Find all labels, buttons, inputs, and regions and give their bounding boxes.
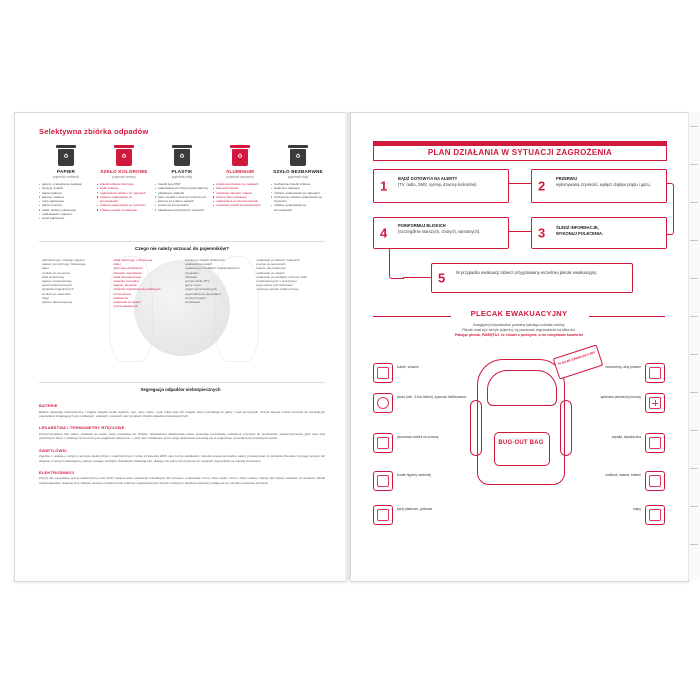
hazard-text: Zużyty lub niesprawny sprzęt elektroniczny oraz AGD zawiera wiele substancji szkodliwych dla zdrowia i środowiska: freon, ołów, kadm, chrom, nikiel, azbest. Sprzęt taki należy oddawać do punktów zbiórki elektroodpadów, sklepów przy zakupie nowego urządzenia lub podczas organizowanych zbiórek mobilnych. Niektóre elementy nadają się do odzysku surowców wtórnych. [39,476,325,485]
forbidden-column [111,258,183,308]
hazard-title: BATERIE [39,403,58,408]
forbidden-item: luster [113,262,121,267]
forbidden-item: opakowań po olejach [256,270,285,275]
backpack-section-title: PLECAK EWAKUACYJNY [470,309,568,318]
forbidden-item: termometrów [113,291,132,296]
hazard-block [39,425,325,440]
hazard-block [39,470,325,485]
bug-out-bag-label: BUG-OUT BAG [498,440,544,446]
bin-item: worki papierowe [39,216,93,220]
backpack-diagram [373,345,665,535]
bin-item: bezbarwne szklane opakowania po żywności [271,195,325,204]
step-main: PRZERWIJ [556,176,578,181]
bin-item: puszki po konserwach [155,203,209,207]
kit-item-label: zapałki, zapalniczka [611,435,641,439]
kit-item-clothes [373,433,481,453]
forbidden-item: opakowań po farbach i lakierach [256,258,300,262]
backpack-lead [391,323,647,338]
kit-item-wallet [373,505,481,525]
backpack-illustration [477,359,565,485]
forbidden-columns [39,258,325,308]
bin-item-list [271,182,325,212]
backpack-lead-line-3: Pakując plecak, PAMIĘTAJ, że chodzi o przeżycie, a nie utrzymanie komfortu! [454,333,584,337]
forbidden-item: butelek po olejach silnikowych [185,258,226,262]
segregation-caption: Segregacja odpadów niebezpiecznych [140,387,221,392]
firstaid-icon [645,393,665,413]
bin-icon [230,145,250,167]
kit-item-label: woda (min. 3 l/os./dzień), żywność liofilizowana [397,395,466,399]
step-sub: WYKONUJ POLECENIA. [556,230,604,236]
recycle-icon: ♻ [121,154,127,160]
forbidden-item: zdjęć [42,295,50,300]
kit-item-map [557,505,665,525]
bin-item: szklane opakowania po żywności [97,203,151,207]
backpack-flap [487,370,557,406]
step-sub: (szczególnie starszych, chorych, samotnych). [398,228,481,234]
bin-item: butelki typu PET [155,182,209,186]
forbidden-item: metali łączonych z tworzywem [256,279,297,284]
forbidden-item: zabrudzonego i tłustego papieru [42,258,85,262]
forbidden-item: opakowań po lekach [113,300,141,305]
bin-column-papier [39,145,93,221]
hygiene-icon [373,471,393,491]
backpack-tag-text: PLECAK EWAKUACYJNY [557,350,596,367]
forbidden-item: styropianu [185,270,199,275]
right-page [350,112,689,582]
step-text [556,176,660,187]
forbidden-item: szyb samochodowych [113,266,143,271]
bin-item: metalowe puszki po konserwach [213,203,267,207]
forbidden-column [182,258,254,308]
step-sub: wykonywaną czynność, wyłącz dopływ prądu i gazu. [556,181,651,187]
forbidden-item: fajansu, doniczek [113,283,137,288]
kit-item-firstaid [557,393,665,413]
bin-item: słoiki bez nakrętek [271,186,325,190]
bin-column-aluminium [213,145,267,221]
step-4 [373,217,509,249]
header-accent-bar [374,142,666,146]
forbidden-item: papieru lakierowanego [42,300,73,305]
cup-icon [373,363,393,383]
step-text [456,270,626,276]
bin-item: drobny złom metalowy [213,195,267,199]
bin-column-szklo-bezbarwne [271,145,325,221]
forbidden-item: żarówek i świetlówek [113,270,142,275]
bin-item: bezbarwne butelki szklane [271,182,325,186]
kit-item-flashlight [557,471,665,491]
bin-item: kartony i tektura [39,195,93,199]
forbidden-item: ceramiki, porcelany [113,279,140,284]
bin-item: gazety, czasopisma, katalogi [39,182,93,186]
bin-icon [288,145,308,167]
bin-item-list [97,182,151,212]
forbidden-item: kalki technicznej [42,274,64,279]
forbidden-item: szkła okiennego i zbrojonego [113,258,153,262]
forbidden-item: worków po cemencie [42,270,71,275]
bin-subtitle: pojemnik niebieski [52,175,80,179]
bin-item: papier biurowy [39,203,93,207]
forbidden-item: worków po nawozach [42,291,71,296]
step-2 [531,169,667,203]
bin-icon [56,145,76,167]
step-number: 4 [380,225,388,241]
bin-item: opakowania szklane po napojach [97,191,151,195]
step-sub: (TV, radio, SMS, syreny, dzwony kościelne) [398,181,477,187]
hazard-title: LEKARSTWA I TERMOMETRY RTĘCIOWE [39,425,125,431]
forbidden-item: szkła żaroodpornego [113,274,142,279]
bin-column-szklo-kolorowe [97,145,151,221]
kit-item-label: multitool, latarka, baterie [605,473,641,477]
bin-item: słoiki szklane [97,186,151,190]
recycle-icon: ♻ [63,154,69,160]
connector-4-5-tail [403,277,431,278]
step-text [556,225,660,236]
step-main: POINFORMUJ BLISKICH [398,223,446,228]
bin-item: szklane butelki po alkoholu [97,208,151,212]
hazard-block [39,403,325,418]
forbidden-item: części samochodowych [185,287,217,292]
step-number: 5 [438,270,446,286]
step-sub: W przypadku ewakuacji zabierz przygotowany wcześniej plecak ewakuacyjny. [456,270,597,275]
left-page [14,112,347,582]
kit-item-label: środki higieny osobistej [397,473,432,477]
bin-item: plastikowe koszyczki po owocach [155,208,209,212]
waste-bins-row [39,145,325,221]
bin-subtitle: pojemnik żółty [171,175,193,179]
recycle-icon: ♻ [237,154,243,160]
bin-item-list [155,182,209,212]
forbidden-item: zabawek [185,274,197,279]
connector-3-4 [507,231,531,232]
hazard-text: Przeterminowane leki należy oddawać do aptek, które prowadzą ich zbiórkę. Niewłaściwe składowanie leków powoduje przenikanie substancji czynnych do środowiska, zanieczyszczenie gleb oraz wód gruntowych. Rtęć z rozbitego termometru jest wyjątkowo toksyczna — pary rtęci wchłaniane przez drogi oddechowe kumulują się w organizmie i prowadzą do poważnych zatruć. [39,431,325,441]
step-number: 1 [380,178,388,194]
forbidden-item: gumy i opon [185,283,202,288]
step-number: 2 [538,178,546,194]
hazard-title: ELEKTROŚMIECI [39,469,75,475]
forbidden-item: zużytych baterii [185,295,206,300]
hazard-title: ŚWIETLÓWKI [39,447,67,453]
bin-column-plastik [155,145,209,221]
step-5 [431,263,633,293]
bin-item: puszki aluminiowe po napojach [213,182,267,186]
bin-item: zeszyty, książki [39,186,93,190]
bin-item: folia aluminiowa [213,186,267,190]
forbidden-item: zużytego sprzętu elektrycznego [256,287,299,292]
step-number: 3 [538,225,546,241]
forbidden-item: tapet [42,266,49,271]
bin-item: kartony po mleku i sokach [155,199,209,203]
page-title-left: Selektywna zbiórka odpadów [39,127,149,136]
bin-item: szklane opakowania po napojach [271,191,325,195]
bin-item: opakowania po chemii gospodarczej [155,186,209,190]
bin-subtitle: pojemnik biały [287,175,309,179]
bin-subtitle: pojemnik czerwony [226,175,254,179]
forbidden-item: reflektorów [113,295,129,300]
wallet-icon [373,505,393,525]
kit-item-label: karty płatnicze, gotówka [397,507,433,511]
step-3 [531,217,667,249]
forbidden-item: opakowań po lekach [185,262,213,267]
step-text [398,176,502,187]
bin-name: ALUMINIUM [225,169,255,174]
forbidden-item: pojemników pod ciśnieniem [256,283,294,288]
backpack-lead-line-2: Plecak musi być na tyle pojemny, by pomieścić wyposażenie na kilka dni. [462,328,576,332]
bin-item: opakowania z papieru [39,212,93,216]
backpack-pocket [494,432,550,466]
hazard-text: Baterie zawierają niebezpieczne i trujące związki metali ciężkich: rtęć, ołów, kadm, cynk, nikiel oraz ich związki, które przenikają do gleby i wód gruntowych. Zużyte baterie można wrzucać do specjalnych pojemników znajdujących się w sklepach, szkołach, urzędach oraz punktach zbiórki odpadów niebezpiecznych. [39,409,325,418]
kit-item-matches [557,433,665,453]
bin-item-list [213,182,267,208]
kit-item-hygiene [373,471,481,491]
bin-item: plastikowe zakrętki [155,191,209,195]
matches-icon [645,433,665,453]
map-icon [645,505,665,525]
ruler-strip [688,112,700,580]
forbidden-items-section [39,241,325,383]
bin-item-list [39,182,93,221]
bin-icon [172,145,192,167]
forbidden-item: baterii i akumulatorów [256,266,286,271]
bin-item: papier pakowy [39,191,93,195]
flashlight-icon [645,471,665,491]
forbidden-heading: Czego nie należy wrzucać do pojemników? [135,246,229,251]
documents-icon [645,363,665,383]
header-title: PLAN DZIAŁANIA W SYTUACJI ZAGROŻENIA [427,148,613,157]
kit-item-cup [373,363,481,383]
forbidden-item: pieluch jednorazowych [42,283,73,288]
kit-item-label: apteczka pierwszej pomocy [600,395,641,399]
forbidden-item: pojemników po aerozolach [185,291,221,296]
emergency-plan-header [373,141,667,161]
bin-name: PLASTIK [171,169,193,174]
bin-name: SZKŁO BEZBARWNE [273,169,323,174]
bin-item: szklane opakowania po kosmetykach [97,195,151,204]
kit-item-label: kubek, sztućce [397,365,419,369]
kit-item-label: mapy [632,507,641,511]
bin-name: PAPIER [57,169,75,174]
kit-item-label: sezonowa odzież na zmianę [397,435,439,439]
bin-item: szklane opakowania po kosmetykach [271,203,325,212]
hazardous-waste-section [39,403,325,492]
kit-item-label: dokumenty, akty prawne [605,365,641,369]
forbidden-item: szklanek i kieliszków kryształowych [113,287,161,292]
steps-flow [373,169,665,295]
step-text [398,223,502,234]
bin-item: ulotki, foldery reklamowe [39,208,93,212]
clothes-icon [373,433,393,453]
forbidden-column [39,258,111,308]
water-icon [373,393,393,413]
bin-subtitle: pojemnik zielony [112,175,136,179]
step-main: BĄDŹ GOTOWY/A NA ALERTY [398,176,458,181]
bin-icon [114,145,134,167]
bin-item: butelki szklane kolorowe [97,182,151,186]
bin-item: folie i torebki z tworzyw sztucznych [155,195,209,199]
forbidden-item: strzykawek [185,300,200,305]
forbidden-item: opakowań po środkach ochrony roślin [256,274,307,279]
backpack-lead-line-1: Uwzględnij indywidualne potrzeby każdego członka rodziny. [472,323,566,327]
forbidden-item: sprzętu AGD, RTV [185,279,210,284]
bin-name: SZKŁO KOLOROWE [100,169,148,174]
recycle-icon: ♻ [295,154,301,160]
hazard-text: Zgodnie z ustawą o zużytym sprzęcie elektrycznym i elektronicznym z dnia 14 kwietnia 2005 roku zużyte świetlówki i żarówki energooszczędne należy przekazywać do punktów zbierania zużytego sprzętu lub sklepów, w których dokonujemy zakupu nowego produktu. Świetlówki zawierają rtęć, dlatego nie wolno ich wyrzucać do zwykłych pojemników na odpady zmieszane. [39,454,325,463]
hazard-block [39,448,325,463]
forbidden-item: papieru woskowanego [42,279,72,284]
bin-item: torby papierowe [39,199,93,203]
kit-item-documents [557,363,665,383]
bin-item: opakowania po dezodorantach [213,199,267,203]
forbidden-item: szyb budowlanych [113,304,139,309]
step-1 [373,169,509,203]
step-main: ŚLEDŹ INFORMACJE, [556,225,599,230]
forbidden-item: artykułów higienicznych [42,287,74,292]
forbidden-item: puszek po aerozolach [256,262,286,267]
bin-item: metalowe zakrętki i kapsle [213,191,267,195]
forbidden-item: papieru termicznego i faksowego [42,262,86,267]
forbidden-item: opakowań po środkach chwastobójczych [185,266,240,271]
recycle-icon: ♻ [179,154,185,160]
connector-1-2 [507,183,531,184]
forbidden-column [254,258,326,308]
kit-item-water [373,393,481,413]
